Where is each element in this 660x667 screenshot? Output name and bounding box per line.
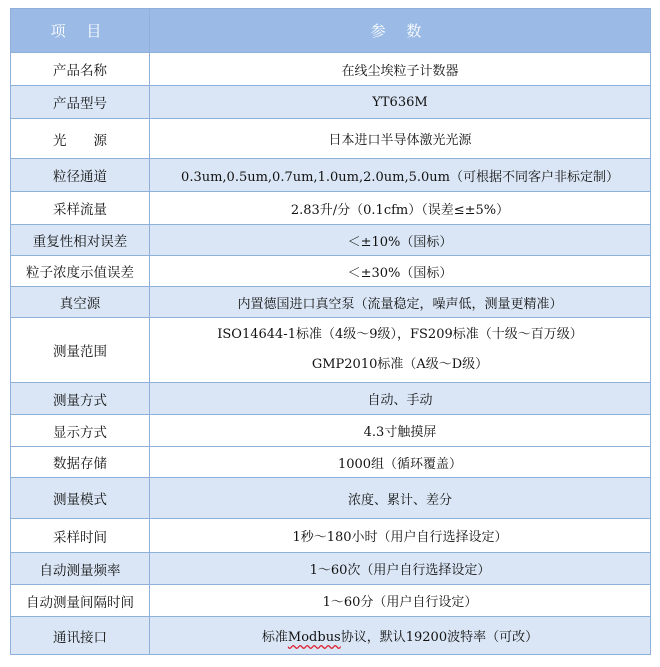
table-row bbox=[11, 383, 651, 415]
table-row bbox=[11, 478, 651, 519]
table-row bbox=[11, 159, 651, 192]
header-row bbox=[11, 9, 651, 53]
row-label: 测量模式 bbox=[11, 478, 150, 519]
row-value: 内置德国进口真空泵（流量稳定，噪声低，测量更精准） bbox=[150, 287, 651, 318]
row-value: ＜±10%（国标） bbox=[150, 225, 651, 256]
table-row bbox=[11, 86, 651, 119]
row-value-line: ISO14644-1标准（4级～9级），FS209标准（十级～百万级） bbox=[217, 327, 583, 342]
row-value: 1～60分（用户自行设定） bbox=[150, 585, 651, 617]
row-value: 自动、手动 bbox=[150, 383, 651, 415]
table-row bbox=[11, 119, 651, 159]
table-row bbox=[11, 617, 651, 655]
table-row bbox=[11, 585, 651, 617]
row-label: 自动测量间隔时间 bbox=[11, 585, 150, 617]
row-value: 2.83升/分（0.1cfm）（误差≤±5%） bbox=[150, 192, 651, 225]
row-label: 通讯接口 bbox=[11, 617, 150, 655]
row-value bbox=[150, 318, 651, 383]
row-label: 粒子浓度示值误差 bbox=[11, 256, 150, 287]
value-text: 协议，默认19200波特率（可改） bbox=[340, 630, 539, 645]
table-row bbox=[11, 287, 651, 318]
value-text: 标准 bbox=[261, 630, 288, 645]
row-label: 测量方式 bbox=[11, 383, 150, 415]
table-row bbox=[11, 318, 651, 383]
row-label: 产品名称 bbox=[11, 53, 150, 86]
row-label: 粒径通道 bbox=[11, 159, 150, 192]
row-value-line: GMP2010标准（A级～D级） bbox=[311, 357, 489, 372]
header-param: 参 数 bbox=[150, 9, 651, 53]
row-value: 1000组（循环覆盖） bbox=[150, 447, 651, 478]
row-value: ＜±30%（国标） bbox=[150, 256, 651, 287]
table-row bbox=[11, 256, 651, 287]
row-value: 1～60次（用户自行选择设定） bbox=[150, 553, 651, 585]
row-value bbox=[150, 617, 651, 655]
row-label: 采样流量 bbox=[11, 192, 150, 225]
row-value: 4.3寸触摸屏 bbox=[150, 415, 651, 447]
table-row bbox=[11, 53, 651, 86]
row-value: 在线尘埃粒子计数器 bbox=[150, 53, 651, 86]
spec-table bbox=[10, 8, 651, 655]
value-text-underlined: Modbus bbox=[287, 630, 341, 645]
row-label: 自动测量频率 bbox=[11, 553, 150, 585]
table-row bbox=[11, 192, 651, 225]
header-item: 项 目 bbox=[11, 9, 150, 53]
row-value: 浓度、累计、差分 bbox=[150, 478, 651, 519]
row-label: 真空源 bbox=[11, 287, 150, 318]
row-label: 采样时间 bbox=[11, 519, 150, 553]
row-value: 1秒～180小时（用户自行选择设定） bbox=[150, 519, 651, 553]
row-label: 光 源 bbox=[11, 119, 150, 159]
table-row bbox=[11, 225, 651, 256]
row-value: YT636M bbox=[150, 86, 651, 119]
row-label: 产品型号 bbox=[11, 86, 150, 119]
table-row bbox=[11, 447, 651, 478]
table-row bbox=[11, 553, 651, 585]
row-label: 测量范围 bbox=[11, 318, 150, 383]
table-row bbox=[11, 415, 651, 447]
row-value: 日本进口半导体激光光源 bbox=[150, 119, 651, 159]
row-label: 数据存储 bbox=[11, 447, 150, 478]
row-value: 0.3um,0.5um,0.7um,1.0um,2.0um,5.0um（可根据不同客户非标定制） bbox=[150, 159, 651, 192]
row-label: 显示方式 bbox=[11, 415, 150, 447]
row-label: 重复性相对误差 bbox=[11, 225, 150, 256]
table-row bbox=[11, 519, 651, 553]
